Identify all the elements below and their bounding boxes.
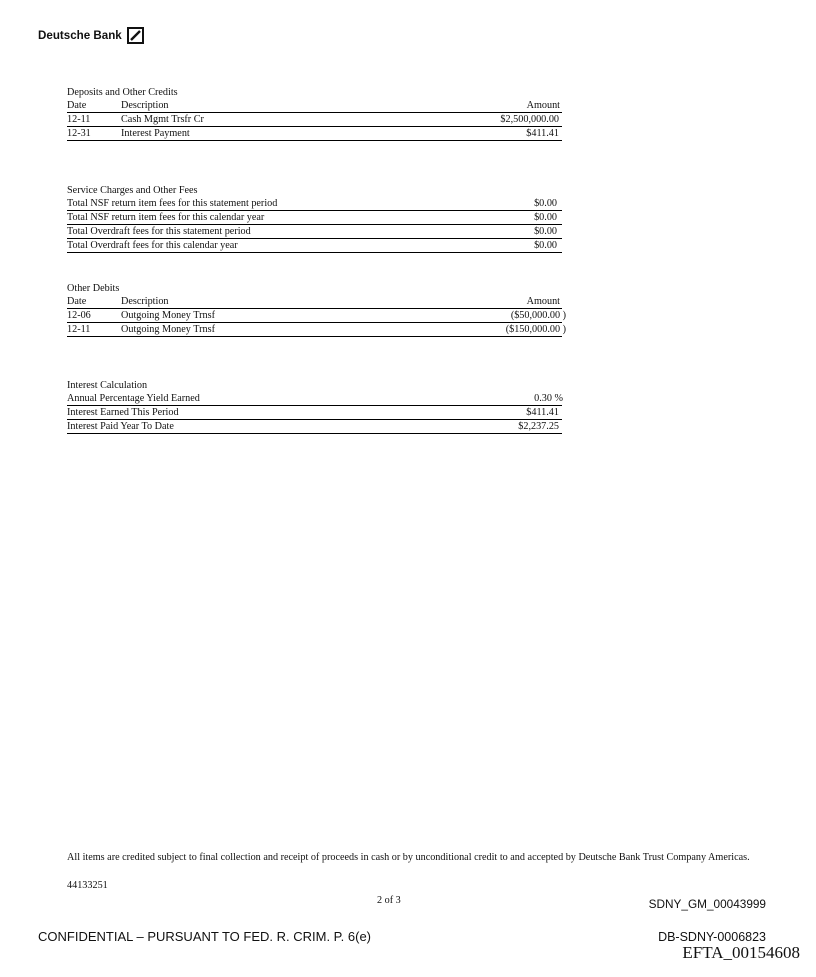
column-header-description: Description	[121, 100, 169, 111]
table-row	[67, 225, 562, 239]
row-date: 12-31	[67, 128, 91, 139]
row-amount: $0.00	[534, 226, 557, 237]
page-indicator: 2 of 3	[377, 895, 401, 906]
row-amount: ($50,000.00 )	[510, 310, 566, 321]
row-label: Total NSF return item fees for this statement period	[67, 198, 278, 209]
row-amount: $0.00	[534, 240, 557, 251]
row-amount: $2,500,000.00	[500, 114, 559, 125]
row-date: 12-11	[67, 324, 91, 335]
section-title: Service Charges and Other Fees	[67, 185, 198, 196]
section-title: Deposits and Other Credits	[67, 87, 178, 98]
table-row	[67, 113, 562, 127]
deutsche-bank-logo-icon	[127, 27, 144, 44]
table-row	[67, 392, 562, 406]
brand-header	[38, 27, 144, 44]
table-row	[67, 406, 562, 420]
row-date: 12-11	[67, 114, 91, 125]
row-amount: $0.00	[534, 212, 557, 223]
service-charges-section	[67, 184, 562, 253]
table-header-row	[67, 295, 562, 309]
column-header-date: Date	[67, 100, 87, 111]
table-row	[67, 420, 562, 434]
bates-number-db-sdny: DB-SDNY-0006823	[658, 930, 766, 944]
table-row	[67, 323, 566, 337]
table-row	[67, 211, 562, 225]
table-row	[67, 239, 562, 253]
row-amount: $0.00	[534, 198, 557, 209]
confidentiality-notice: CONFIDENTIAL – PURSUANT TO FED. R. CRIM. P. 6(e)	[38, 929, 372, 944]
row-description: Outgoing Money Trnsf	[121, 310, 215, 321]
row-amount: $411.41	[526, 128, 559, 139]
row-amount: 0.30 %	[534, 393, 563, 404]
deposits-section	[67, 86, 562, 141]
table-row	[67, 197, 562, 211]
column-header-amount: Amount	[526, 296, 560, 307]
row-amount: ($150,000.00 )	[505, 324, 566, 335]
column-header-amount: Amount	[526, 100, 560, 111]
column-header-description: Description	[121, 296, 169, 307]
table-row	[67, 309, 566, 323]
column-header-date: Date	[67, 296, 87, 307]
table-header-row	[67, 99, 562, 113]
row-label: Total Overdraft fees for this statement period	[67, 226, 251, 237]
row-label: Annual Percentage Yield Earned	[67, 393, 200, 404]
bates-number-sdny-gm: SDNY_GM_00043999	[648, 897, 766, 911]
row-description: Outgoing Money Trnsf	[121, 324, 215, 335]
bates-number-efta: EFTA_00154608	[682, 943, 800, 962]
account-code: 44133251	[67, 880, 108, 891]
row-label: Interest Paid Year To Date	[67, 421, 174, 432]
row-description: Cash Mgmt Trsfr Cr	[121, 114, 204, 125]
interest-calculation-section	[67, 379, 562, 434]
disclaimer-text: All items are credited subject to final collection and receipt of proceeds in cash or by unconditional credit to and accepted by Deutsche Bank Trust Company Americas.	[67, 852, 750, 863]
section-title: Other Debits	[67, 283, 120, 294]
row-description: Interest Payment	[121, 128, 190, 139]
row-date: 12-06	[67, 310, 91, 321]
row-label: Total Overdraft fees for this calendar year	[67, 240, 238, 251]
brand-name: Deutsche Bank	[38, 29, 122, 42]
row-label: Interest Earned This Period	[67, 407, 179, 418]
table-row	[67, 127, 562, 141]
row-label: Total NSF return item fees for this calendar year	[67, 212, 265, 223]
row-amount: $411.41	[526, 407, 559, 418]
other-debits-section	[67, 282, 566, 337]
row-amount: $2,237.25	[518, 421, 559, 432]
section-title: Interest Calculation	[67, 380, 148, 391]
